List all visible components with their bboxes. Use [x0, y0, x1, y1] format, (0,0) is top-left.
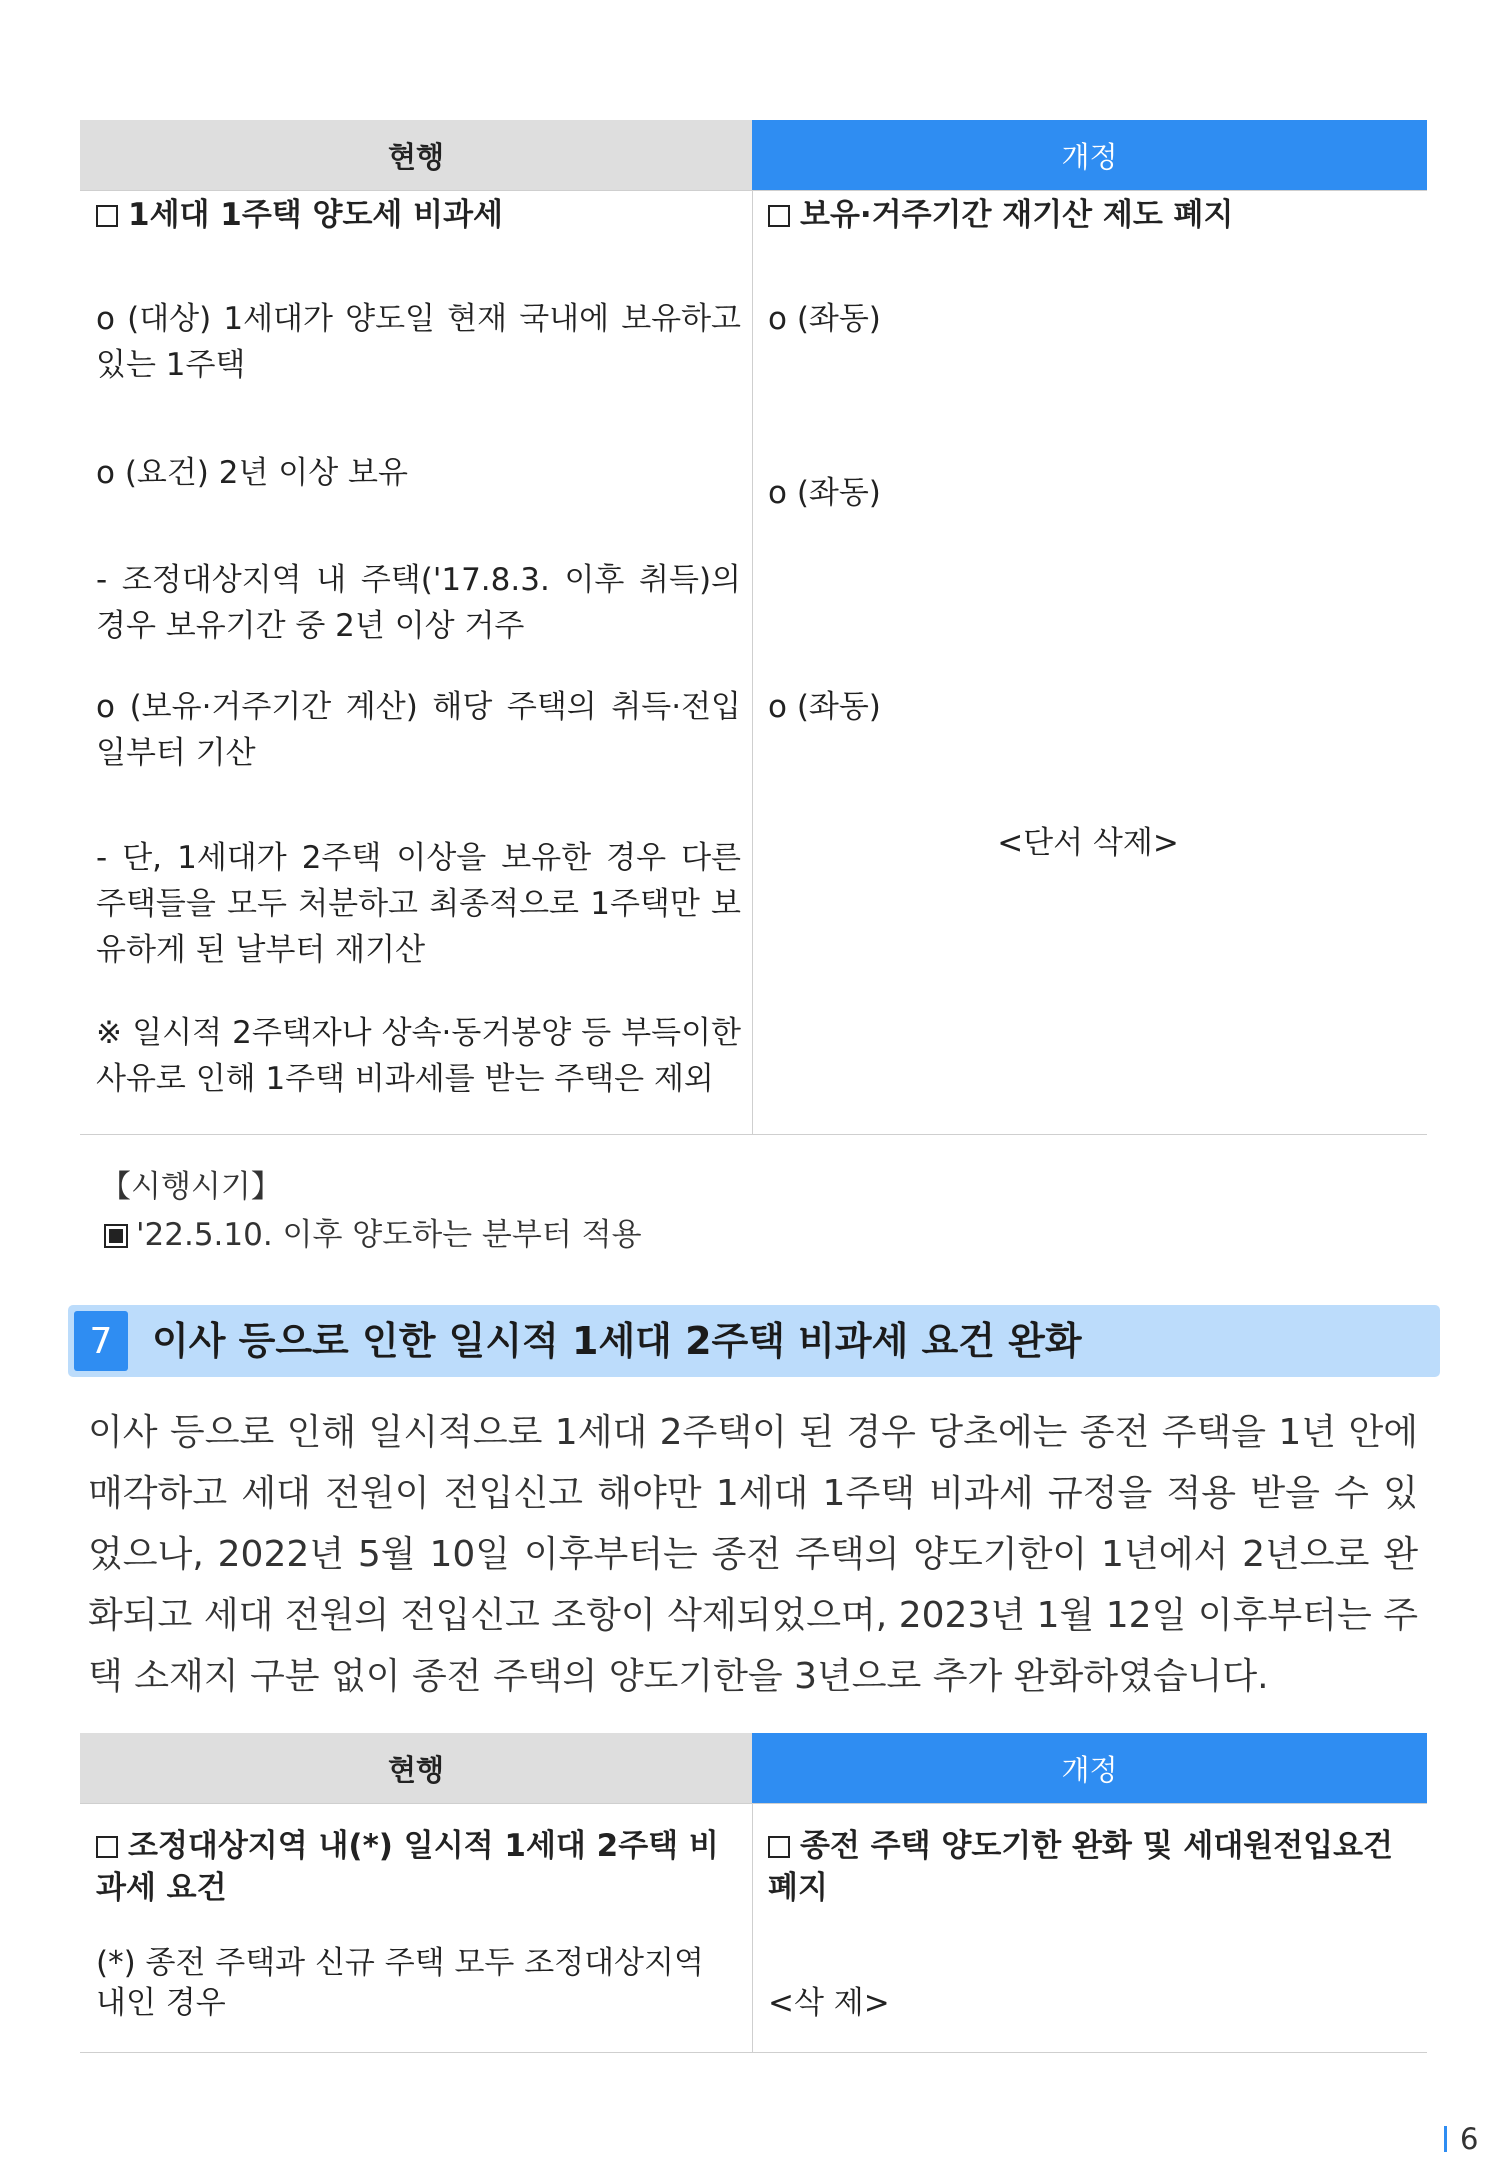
table-bottom-border: [80, 2052, 1427, 2053]
header-divider: [80, 190, 1427, 191]
page-number: 6: [1460, 2122, 1479, 2156]
checkbox-icon: [96, 205, 118, 227]
current-title: 조정대상지역 내(*) 일시적 1세대 2주택 비과세 요건: [96, 1828, 719, 1906]
section-title: 이사 등으로 인한 일시적 1세대 2주택 비과세 요건 완화: [152, 1319, 1082, 1363]
revised-item-same-2: o (좌동): [768, 475, 881, 511]
filled-square-icon: [104, 1224, 128, 1248]
current-item-target: o (대상) 1세대가 양도일 현재 국내에 보유하고 있는 1주택: [96, 301, 741, 383]
current-item-adjusted-area: - 조정대상지역 내 주택('17.8.3. 이후 취득)의 경우 보유기간 중 2년 이상 거주: [96, 562, 741, 644]
current-title: 1세대 1주택 양도세 비과세: [96, 192, 741, 238]
comparison-table-1: [80, 120, 1427, 1135]
column-divider: [752, 1803, 753, 2053]
revised-item-proviso-deleted: <단서 삭제>: [997, 825, 1179, 861]
comparison-table-2: [80, 1733, 1427, 2053]
implementation-label: 【시행시기】: [100, 1169, 282, 1205]
revised-note: <삭 제>: [768, 1985, 890, 2021]
header-current: 현행: [80, 120, 752, 190]
revised-title: 보유·거주기간 재기산 제도 폐지: [768, 192, 1408, 238]
current-note: (*) 종전 주택과 신규 주택 모두 조정대상지역 내인 경우: [96, 1945, 704, 2021]
header-divider: [80, 1803, 1427, 1804]
column-divider: [752, 190, 753, 1135]
current-item-requirement: o (요건) 2년 이상 보유: [96, 455, 408, 491]
checkbox-icon: [768, 205, 790, 227]
revised-item-same-1: o (좌동): [768, 301, 881, 337]
current-item-note: ※ 일시적 2주택자나 상속·동거봉양 등 부득이한 사유로 인해 1주택 비과세를 받는 주택은 제외: [96, 1015, 741, 1097]
section-number: 7: [74, 1311, 128, 1371]
revised-title: 종전 주택 양도기한 완화 및 세대원전입요건 폐지: [768, 1828, 1393, 1906]
current-item-recount: - 단, 1세대가 2주택 이상을 보유한 경우 다른 주택들을 모두 처분하고 최종적으로 1주택만 보유하게 된 날부터 재기산: [96, 840, 741, 968]
header-revised: 개정: [752, 120, 1427, 190]
checkbox-icon: [768, 1836, 790, 1858]
current-item-period-calc: o (보유·거주기간 계산) 해당 주택의 취득·전입일부터 기산: [96, 689, 741, 771]
header-current: 현행: [80, 1733, 752, 1803]
checkbox-icon: [96, 1836, 118, 1858]
revised-item-same-3: o (좌동): [768, 689, 881, 725]
table-bottom-border: [80, 1134, 1427, 1135]
section-heading: [68, 1305, 1440, 1377]
implementation-text: '22.5.10. 이후 양도하는 분부터 적용: [104, 1211, 642, 1259]
page-number-bar: [1444, 2126, 1447, 2152]
header-revised: 개정: [752, 1733, 1427, 1803]
section-body: 이사 등으로 인해 일시적으로 1세대 2주택이 된 경우 당초에는 종전 주택을 1년 안에 매각하고 세대 전원이 전입신고 해야만 1세대 1주택 비과세 규정을 적용 받을 수 있었으나, 2022년 5월 10일 이후부터는 종전 주택의 양도기한이 1년에서 2년으로 완화되고 세대 전원의 전입신고 조항이 삭제되었으며, 2023년 1월 12일 이후부터는 주택 소재지 구분 없이 종전 주택의 양도기한을 3년으로 추가 완화하였습니다.: [88, 1412, 1418, 1697]
